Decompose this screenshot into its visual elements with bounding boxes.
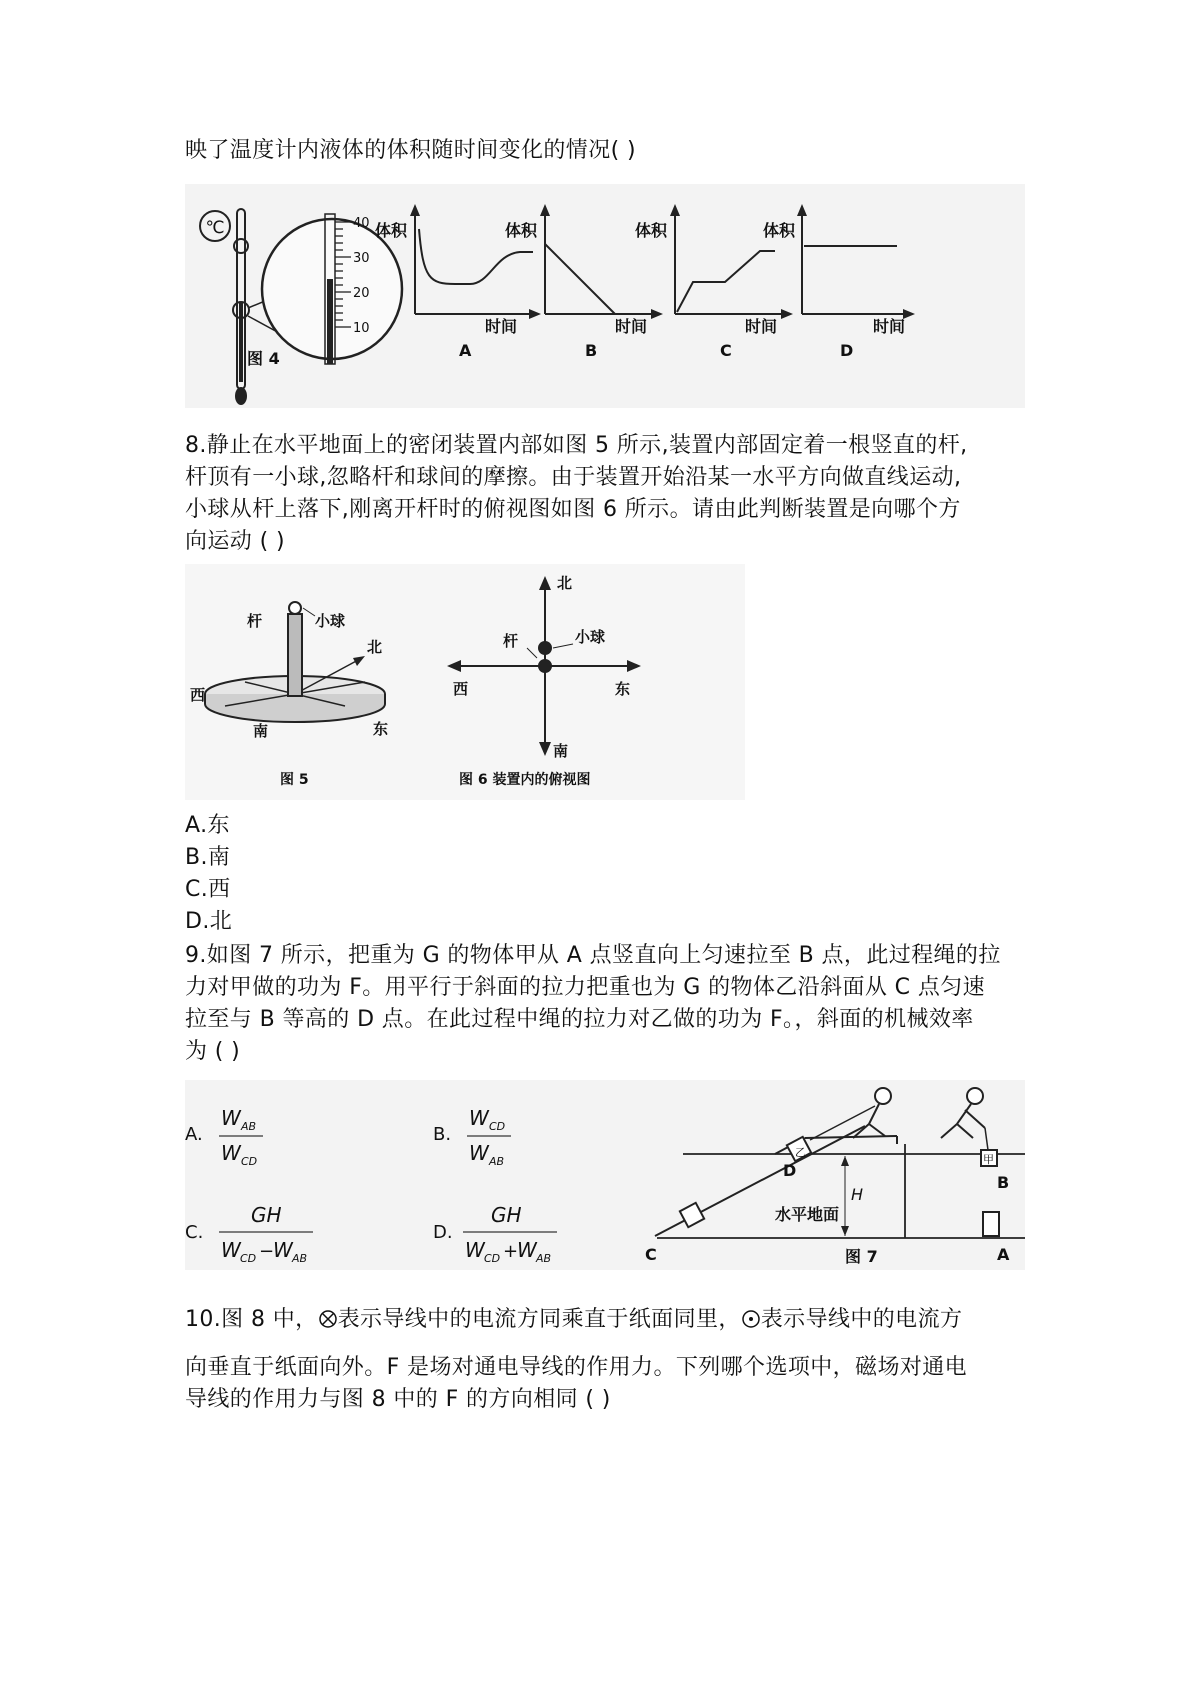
q10-out-text: 表示导线中的电流方: [760, 1307, 963, 1332]
incline-diagram: [645, 1088, 1025, 1266]
option-d-den-sub: CD: [484, 1252, 501, 1265]
graph-b-letter: B: [585, 341, 598, 360]
option-b-letter: B.: [433, 1124, 452, 1145]
q8-line-2: 杆顶有一小球,忽略杆和球间的摩擦。由于装置开始沿某一水平方向做直线运动,: [185, 465, 962, 490]
option-c-den2: W: [273, 1238, 293, 1262]
option-c-den2-sub: AB: [292, 1252, 308, 1265]
option-d-den2: W: [517, 1238, 537, 1262]
q10-line-1: [185, 1304, 962, 1336]
graph-d: [763, 204, 915, 360]
option-d-num: GH: [491, 1203, 522, 1227]
q10-into-text: 表示导线中的电流方同乘直于纸面同里，: [337, 1307, 741, 1332]
q8-line-4: 向运动 ( ): [185, 529, 285, 554]
celsius-symbol: ℃: [205, 218, 225, 238]
option-a-num: W: [221, 1106, 241, 1130]
fig4-caption: 图 4: [247, 349, 280, 368]
option-a-letter: A.: [185, 1124, 203, 1145]
q8-choice-a: A.东: [185, 813, 230, 838]
fig5-south-label: 南: [253, 722, 269, 740]
figure-7: [185, 1080, 1025, 1270]
graph-a-letter: A: [459, 341, 472, 360]
ground-label: 水平地面: [775, 1205, 840, 1224]
fig6-north-label: 北: [557, 574, 573, 592]
graph-d-ylabel: 体积: [763, 221, 796, 240]
option-d-den2-sub: AB: [536, 1252, 552, 1265]
q9-line-1: 9.如图 7 所示，把重为 G 的物体甲从 A 点竖直向上匀速拉至 B 点，此过程绳的拉: [185, 943, 1001, 968]
option-d-formula: [433, 1203, 557, 1265]
fig5-east-label: 东: [373, 720, 389, 738]
option-c-letter: C.: [185, 1222, 204, 1243]
q8-choice-b: B.南: [185, 845, 231, 870]
figure-4: [185, 184, 1025, 408]
graph-b-ylabel: 体积: [505, 221, 538, 240]
q8-line-1: 8.静止在水平地面上的密闭装置内部如图 5 所示,装置内部固定着一根竖直的杆,: [185, 433, 968, 458]
scale-tick-30: 30: [353, 251, 370, 266]
q8-line-3: 小球从杆上落下,刚离开杆时的俯视图如图 6 所示。请由此判断装置是向哪个方: [185, 497, 961, 522]
fig6-east-label: 东: [615, 680, 631, 698]
graph-b-xlabel: 时间: [615, 317, 648, 336]
fig6-rod-label: 杆: [503, 632, 519, 650]
option-a-formula: [185, 1106, 263, 1168]
fig6-ball-label: 小球: [575, 628, 606, 646]
q8-choice-c: C.西: [185, 877, 231, 902]
q10-line-3: 导线的作用力与图 8 中的 F 的方向相同 ( ): [185, 1387, 611, 1412]
option-b-num-sub: CD: [489, 1120, 506, 1133]
scale-tick-20: 20: [353, 286, 370, 301]
option-c-formula: [185, 1203, 313, 1265]
option-c-den: W: [221, 1238, 241, 1262]
figure-5: [190, 602, 388, 788]
figure-5-6: [185, 564, 745, 800]
option-a-den: W: [221, 1141, 241, 1165]
fig6-south-label: 南: [553, 742, 569, 760]
scale-tick-40: 40: [353, 216, 370, 231]
option-d-letter: D.: [433, 1222, 453, 1243]
fig6-caption: 图 6 装置内的俯视图: [459, 772, 591, 788]
q10-prefix: 10.图 8 中，: [185, 1307, 318, 1332]
object-yi-label: 乙: [795, 1146, 806, 1159]
graph-c-xlabel: 时间: [745, 317, 778, 336]
point-a-label: A: [997, 1245, 1010, 1264]
fig5-caption: 图 5: [280, 772, 309, 788]
option-d-den: W: [465, 1238, 485, 1262]
point-b-label: B: [997, 1173, 1010, 1192]
q9-line-4: 为 ( ): [185, 1039, 241, 1064]
q10-line-2: 向垂直于纸面向外。F 是场对通电导线的作用力。下列哪个选项中，磁场对通电: [185, 1355, 968, 1380]
object-jia-label: 甲: [983, 1153, 994, 1166]
current-into-page-icon: [318, 1309, 338, 1329]
fig7-caption: 图 7: [845, 1247, 878, 1266]
q9-line-2: 力对甲做的功为 F。用平行于斜面的拉力把重也为 G 的物体乙沿斜面从 C 点匀速: [185, 975, 986, 1000]
option-b-den: W: [469, 1141, 489, 1165]
option-d-op: +: [503, 1241, 519, 1262]
fig5-north-label: 北: [367, 638, 383, 656]
scale-tick-10: 10: [353, 321, 370, 336]
q7-tail-text: 映了温度计内液体的体积随时间变化的情况( ): [185, 138, 636, 163]
graph-d-xlabel: 时间: [873, 317, 906, 336]
graph-a-ylabel: 体积: [375, 221, 408, 240]
option-b-formula: [433, 1106, 511, 1168]
option-a-num-sub: AB: [241, 1120, 257, 1133]
graph-c-ylabel: 体积: [635, 221, 668, 240]
option-a-den-sub: CD: [241, 1155, 258, 1168]
graph-a-xlabel: 时间: [485, 317, 518, 336]
q9-line-3: 拉至与 B 等高的 D 点。在此过程中绳的拉力对乙做的功为 F。，斜面的机械效率: [185, 1007, 974, 1032]
point-d-label: D: [783, 1161, 797, 1180]
q8-choice-d: D.北: [185, 909, 233, 934]
current-out-of-page-icon: [741, 1309, 761, 1329]
option-b-num: W: [469, 1106, 489, 1130]
fig6-west-label: 西: [453, 680, 469, 698]
option-c-den-sub: CD: [240, 1252, 257, 1265]
option-b-den-sub: AB: [489, 1155, 505, 1168]
fig5-rod-label: 杆: [247, 612, 263, 630]
fig5-west-label: 西: [190, 686, 206, 704]
figure-6: [447, 574, 641, 788]
height-label: H: [851, 1185, 864, 1204]
fig5-ball-label: 小球: [315, 612, 346, 630]
graph-d-letter: D: [840, 341, 854, 360]
point-c-label: C: [645, 1245, 657, 1264]
option-c-op: −: [259, 1241, 275, 1262]
option-c-num: GH: [251, 1203, 282, 1227]
graph-c-letter: C: [720, 341, 732, 360]
